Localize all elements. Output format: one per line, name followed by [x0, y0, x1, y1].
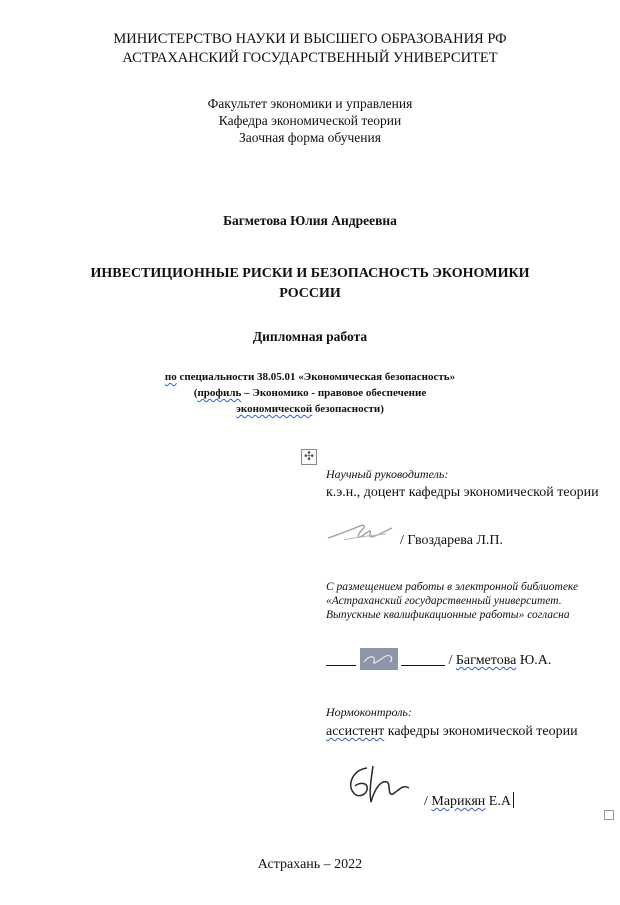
supervisor-block: [326, 467, 611, 501]
specialty-line-3: экономической безопасности): [236, 403, 384, 415]
text-cursor: [513, 792, 514, 808]
norm-control-block: [326, 705, 611, 740]
spell-check-word[interactable]: экономической: [236, 403, 313, 415]
norm-control-position: ассистент кафедры экономической теории: [326, 724, 578, 739]
specialty-block: [0, 369, 620, 417]
faculty-block: [0, 95, 620, 146]
supervisor-name: / Гвоздарева Л.П.: [400, 533, 504, 548]
thesis-title-line-1: ИНВЕСТИЦИОННЫЕ РИСКИ И БЕЗОПАСНОСТЬ ЭКОНОМИКИ: [90, 266, 530, 281]
thesis-title: [0, 264, 620, 304]
spell-check-word[interactable]: профиль: [197, 387, 242, 399]
table-resize-handle-icon[interactable]: [604, 810, 614, 820]
department-name: Кафедра экономической теории: [218, 113, 402, 128]
ministry-name: МИНИСТЕРСТВО НАУКИ И ВЫСШЕГО ОБРАЗОВАНИЯ РФ: [113, 31, 507, 47]
author-name: Багметова Юлия Андреевна: [223, 213, 397, 228]
university-name: АСТРАХАНСКИЙ ГОСУДАРСТВЕННЫЙ УНИВЕРСИТЕТ: [122, 50, 498, 66]
signature-underline: [326, 653, 356, 666]
signature-underline: [401, 653, 445, 666]
student-signature-stamp: [360, 648, 398, 670]
library-consent-signature-line: / Багметова Ю.А.: [326, 648, 551, 670]
thesis-title-line-2: РОССИИ: [279, 286, 341, 301]
norm-control-label: Нормоконтроль:: [326, 705, 412, 719]
work-type: Дипломная работа: [252, 329, 368, 344]
faculty-name: Факультет экономики и управления: [207, 96, 413, 111]
city-year: Астрахань – 2022: [257, 857, 363, 872]
norm-control-name: / Марикян Е.А: [424, 792, 514, 810]
library-consent-text: С размещением работы в электронной библиотеке «Астраханский государственный университет. Выпускные квалификационные работы» согласна: [326, 581, 579, 621]
supervisor-position: к.э.н., доцент кафедры экономической теории: [326, 485, 599, 500]
spell-check-word[interactable]: Багметова: [455, 653, 517, 668]
specialty-line-2: (профиль – Экономико - правовое обеспечение: [193, 387, 427, 399]
spell-check-word[interactable]: Марикян: [431, 794, 486, 809]
supervisor-label: Научный руководитель:: [326, 467, 449, 481]
spell-check-word[interactable]: ассистент: [326, 724, 385, 739]
specialty-line-1: по специальности 38.05.01 «Экономическая безопасность»: [164, 371, 456, 383]
study-form: Заочная форма обучения: [239, 130, 381, 145]
supervisor-signature: [326, 520, 396, 546]
norm-control-signature: [343, 762, 413, 808]
header-ministry-block: [0, 30, 620, 68]
table-move-handle-icon[interactable]: ✣: [301, 449, 317, 465]
spell-check-word[interactable]: по: [164, 371, 177, 383]
